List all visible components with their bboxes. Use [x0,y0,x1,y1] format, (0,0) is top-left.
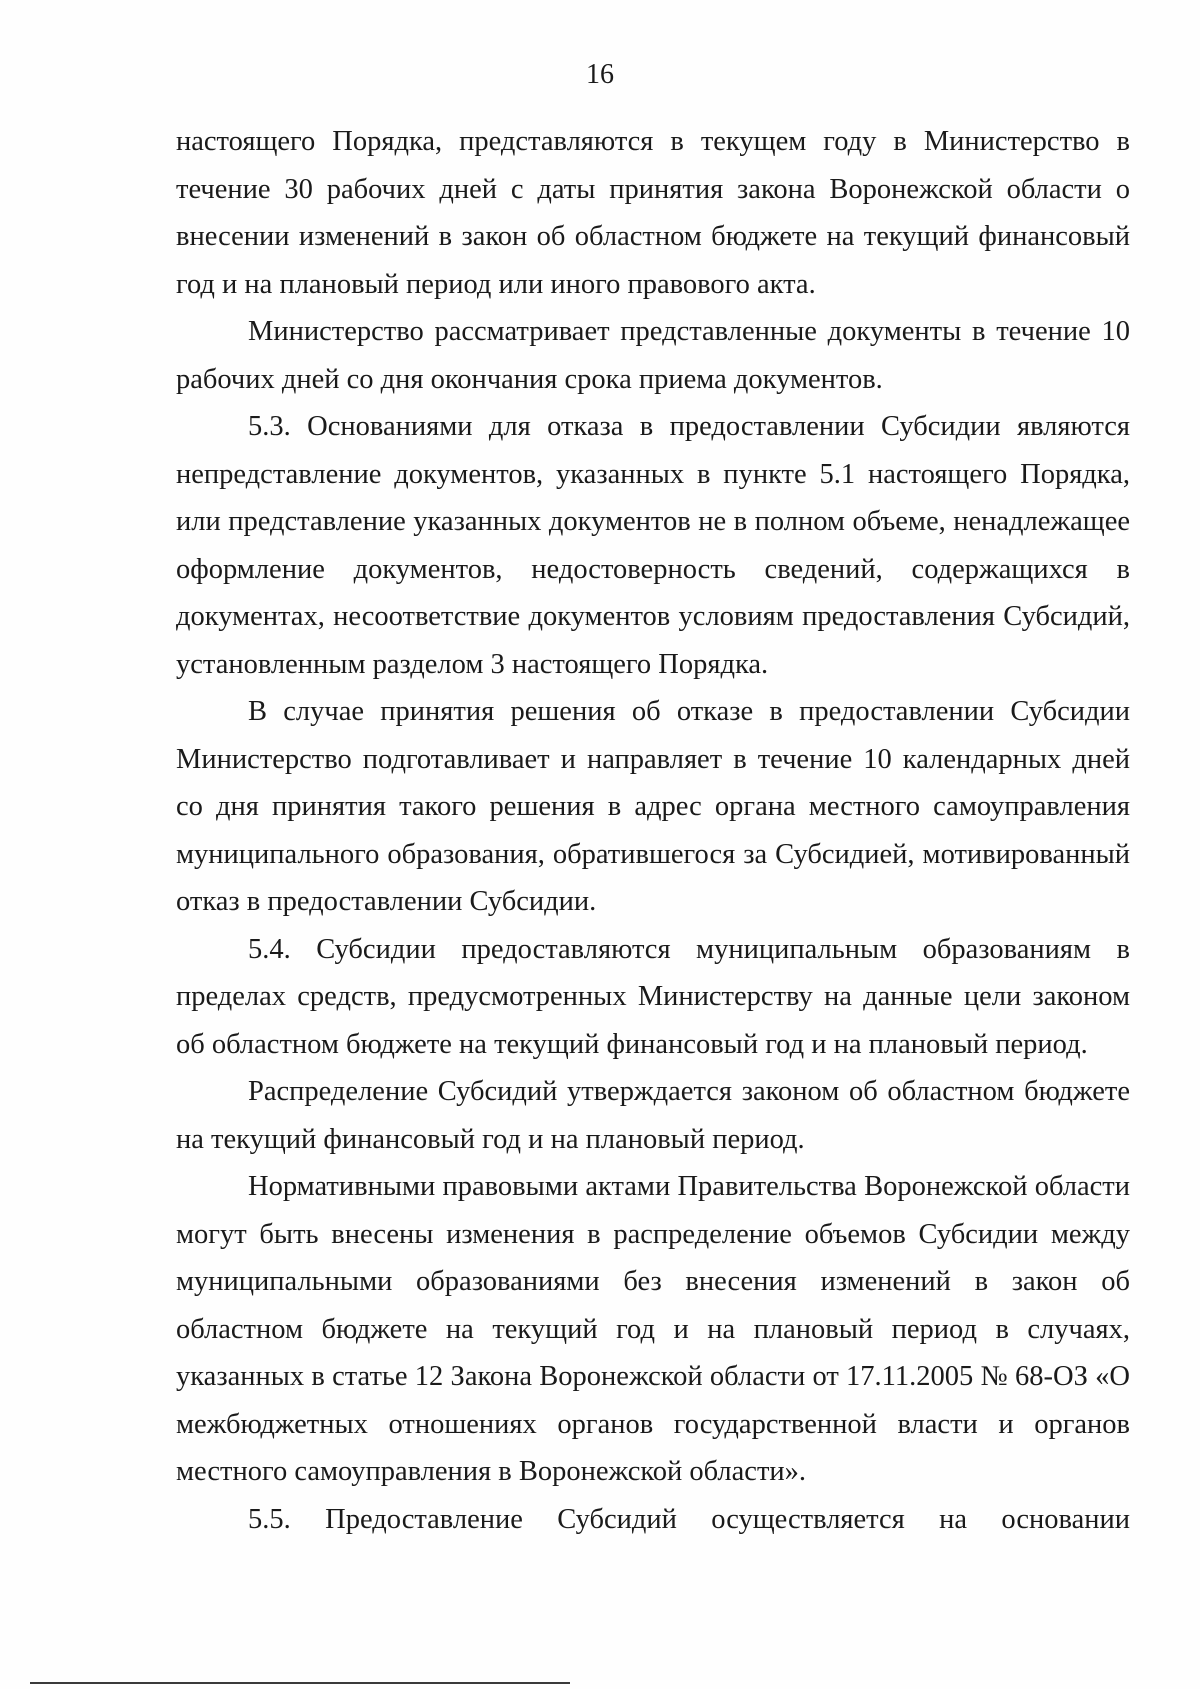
bottom-edge-line [30,1682,570,1684]
paragraph-5-5-provision-basis: 5.5. Предоставление Субсидий осуществляется на основании [248,1503,1130,1535]
paragraph-normative-acts: Нормативными правовыми актами Правительства Воронежской области могут быть внесены изменения в распределение объемов Субсидии между муниципальными образованиями без внесения изменений в закон об областном бюджете на текущий год и на плановый период в случаях, указанных в статье 12 Закона Воронежской области от 17.11.2005 № 68-ОЗ «О межбюджетных отношениях органов государственной власти и органов местного самоуправления в Воронежской области». [176,1171,1130,1487]
page-number: 16 [586,59,614,90]
paragraph-refusal-notice: В случае принятия решения об отказе в предоставлении Субсидии Министерство подготавливает и направляет в течение 10 календарных дней со дня принятия такого решения в адрес органа местного самоуправления муниципального образования, обратившегося за Субсидией, мотивированный отказ в предоставлении Субсидии. [176,696,1130,917]
paragraph-5-3-refusal-grounds: 5.3. Основаниями для отказа в предоставлении Субсидии являются непредставление документов, указанных в пункте 5.1 настоящего Порядка, или представление указанных документов не в полном объеме, ненадлежащее оформление документов, недостоверность сведений, содержащихся в документах, несоответствие документов условиям предоставления Субсидий, установленным разделом 3 настоящего Порядка. [176,411,1130,680]
paragraph-continuation: настоящего Порядка, представляются в текущем году в Министерство в течение 30 рабочих дней с даты принятия закона Воронежской области о внесении изменений в закон об областном бюджете на текущий финансовый год и на плановый период или иного правового акта. [176,126,1130,300]
paragraph-review-period: Министерство рассматривает представленные документы в течение 10 рабочих дней со дня окончания срока приема документов. [176,316,1130,395]
paragraph-5-4-subsidy-limits: 5.4. Субсидии предоставляются муниципальным образованиям в пределах средств, предусмотренных Министерству на данные цели законом об областном бюджете на текущий финансовый год и на плановый период. [176,933,1130,1060]
document-body [176,118,1130,1543]
paragraph-subsidy-distribution: Распределение Субсидий утверждается законом об областном бюджете на текущий финансовый год и на плановый период. [176,1076,1130,1155]
